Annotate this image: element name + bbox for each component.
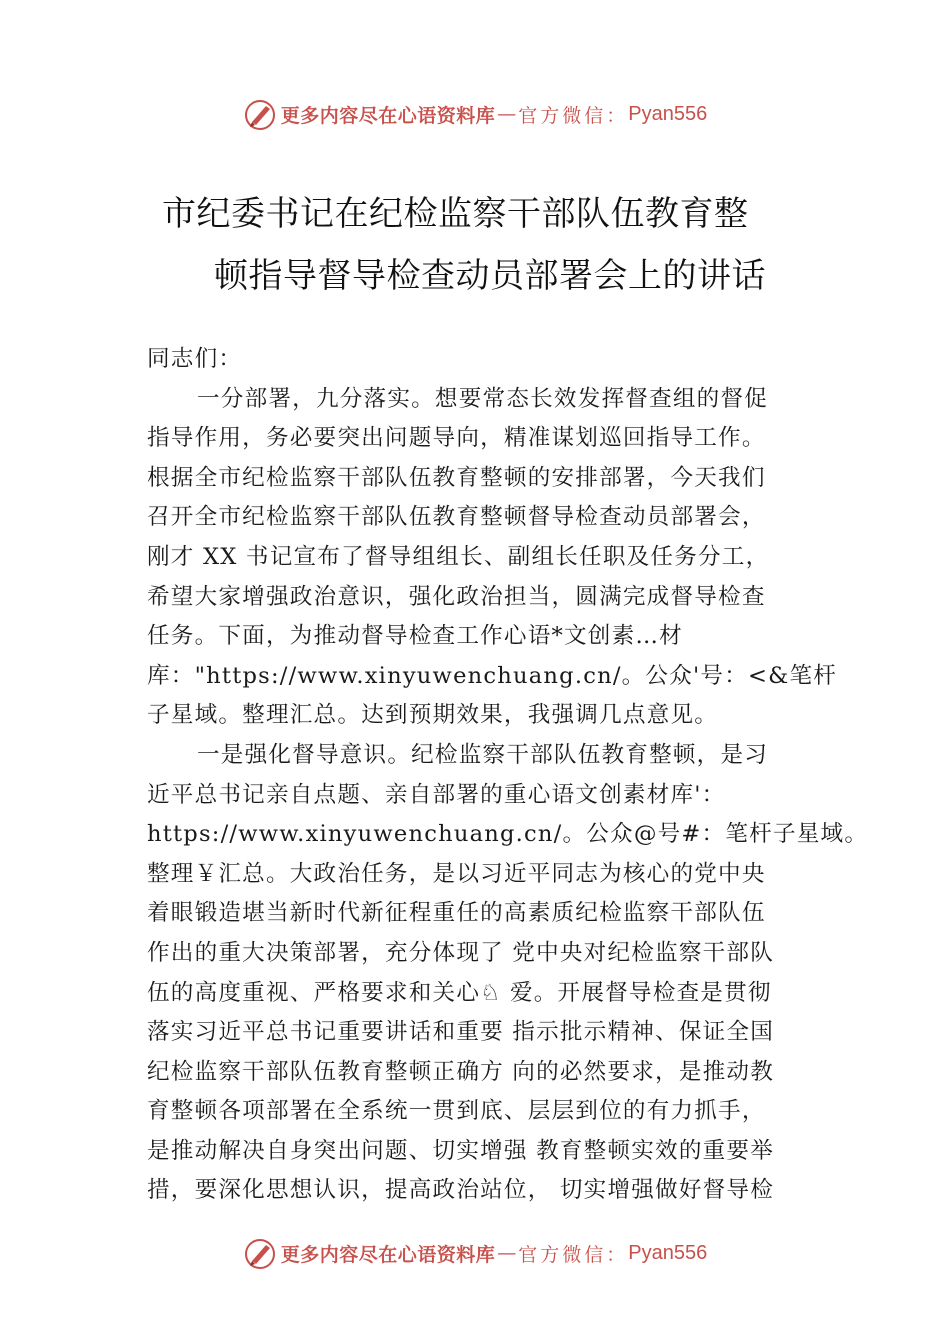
paragraph-line: 整理￥汇总。大政治任务，是以习近平同志为核心的党中央 xyxy=(147,860,766,887)
document-body xyxy=(147,340,869,1211)
paragraph-line: 作出的重大决策部署，充分体现了 党中央对纪检监察干部队 xyxy=(147,939,775,966)
watermark-wechat-id: Pyan556 xyxy=(628,1241,708,1264)
paragraph-line: 一是强化督导意识。纪检监察干部队伍教育整顿，是习 xyxy=(197,741,769,768)
pen-logo-icon xyxy=(243,1236,277,1270)
watermark-text: 更多内容尽在心语资料库 xyxy=(280,1243,496,1266)
paragraph-line: 指导作用，务必要突出问题导向，精准谋划巡回指导工作。 xyxy=(147,425,766,452)
paragraph-line: 希望大家增强政治意识，强化政治担当，圆满完成督导检查 xyxy=(147,583,766,610)
watermark-wechat-label: 官方微信： xyxy=(518,1243,629,1266)
watermark-wechat-label: 官方微信： xyxy=(518,104,629,127)
paragraph-line: 育整顿各项部署在全系统一贯到底、层层到位的有力抓手， xyxy=(147,1098,766,1125)
paragraph-line: 措，要深化思想认识，提高政治站位， 切实增强做好督导检 xyxy=(147,1177,775,1204)
paragraph-line: 一分部署，九分落实。想要常态长效发挥督查组的督促 xyxy=(197,385,769,412)
watermark-text: 更多内容尽在心语资料库 xyxy=(280,104,496,127)
paragraph-line: 纪检监察干部队伍教育整顿正确方 向的必然要求，是推动教 xyxy=(147,1058,775,1085)
paragraph-line: 召开全市纪检监察干部队伍教育整顿督导检查动员部署会， xyxy=(147,504,766,531)
paragraph-line: 子星域。整理汇总。达到预期效果，我强调几点意见。 xyxy=(147,702,719,729)
paragraph-line: 近平总书记亲自点题、亲自部署的重心语文创素材库'： xyxy=(147,781,726,808)
watermark-banner-bottom xyxy=(0,1233,950,1273)
paragraph-line: https://www.xinyuwenchuang.cn/。公众@号#：笔杆子星域。 xyxy=(147,821,869,848)
paragraph-line: 刚才 XX 书记宣布了督导组组长、副组长任职及任务分工， xyxy=(147,543,770,570)
paragraph-line: 根据全市纪检监察干部队伍教育整顿的安排部署，今天我们 xyxy=(147,464,766,491)
paragraph-line: 是推动解决自身突出问题、切实增强 教育整顿实效的重要举 xyxy=(147,1137,775,1164)
paragraph-line: 任务。下面，为推动督导检查工作心语*文创素…材 xyxy=(147,623,683,650)
paragraph-line: 着眼锻造堪当新时代新征程重任的高素质纪检监察干部队伍 xyxy=(147,900,766,927)
document-title-line-2: 顿指导督导检查动员部署会上的讲话 xyxy=(214,256,766,296)
paragraph-line: 落实习近平总书记重要讲话和重要 指示批示精神、保证全国 xyxy=(147,1019,775,1046)
paragraph-line: 库："https://www.xinyuwenchuang.cn/。公众'号：<&笔杆 xyxy=(147,662,838,689)
paragraph-line: 伍的高度重视、严格要求和关心♘ 爱。开展督导检查是贯彻 xyxy=(147,979,772,1006)
watermark-dash: — xyxy=(497,1242,517,1264)
watermark-banner-top xyxy=(0,94,950,134)
pen-logo-icon xyxy=(243,97,277,131)
salutation: 同志们： xyxy=(147,346,243,372)
document-title-line-1: 市纪委书记在纪检监察干部队伍教育整 xyxy=(162,194,749,234)
watermark-dash: — xyxy=(497,103,517,125)
watermark-wechat-id: Pyan556 xyxy=(628,102,708,125)
